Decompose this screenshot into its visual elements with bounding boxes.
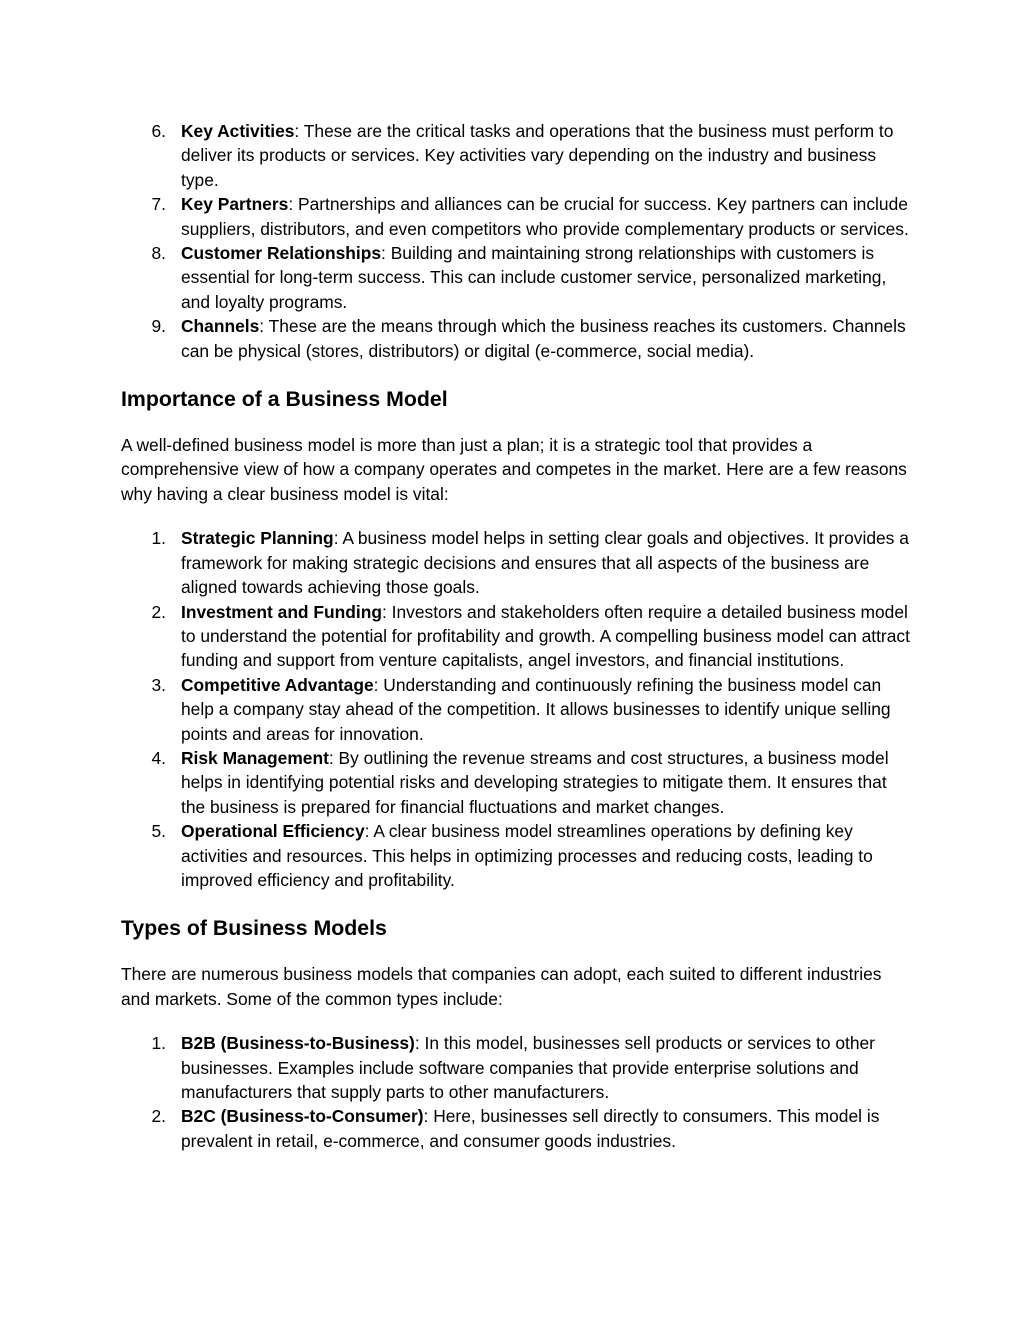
- list-item-text: : Understanding and continuously refining the business model can help a company stay ahead of the competition. It allows businesses to identify unique selling points and areas for innovation.: [181, 674, 891, 744]
- list-item-term: B2B (Business-to-Business): [181, 1033, 415, 1054]
- list-item: [121, 819, 911, 892]
- list-item-term: Strategic Planning: [181, 528, 334, 549]
- list-item-number: 1.: [151, 1033, 166, 1054]
- list-item-number: 4.: [151, 747, 166, 768]
- list-item-number: 8.: [151, 243, 166, 264]
- list-item: [121, 314, 911, 363]
- list-item-term: Investment and Funding: [181, 601, 382, 622]
- list-item-number: 9.: [151, 316, 166, 337]
- list-item-text: : Here, businesses sell directly to consumers. This model is prevalent in retail, e-commerce, and consumer goods industries.: [181, 1106, 880, 1151]
- list-item-term: Key Activities: [181, 121, 295, 141]
- list-item: [121, 1104, 911, 1153]
- list-item: [121, 526, 911, 599]
- list-item-text: : By outlining the revenue streams and cost structures, a business model helps in identifying potential risks and developing strategies to mitigate them. It ensures that the business is prepared for financial fluctuations and market changes.: [181, 747, 889, 817]
- list-item-text: : These are the means through which the business reaches its customers. Channels can be physical (stores, distributors) or digital (e-commerce, social media).: [181, 316, 906, 361]
- list-item-text: : A clear business model streamlines operations by defining key activities and resources. This helps in optimizing processes and reducing costs, leading to improved efficiency and profitability.: [181, 821, 873, 890]
- list-item-number: 3.: [151, 674, 166, 695]
- list-item: [121, 1031, 911, 1104]
- list-item-text: : In this model, businesses sell products or services to other businesses. Examples include software companies that provide enterprise solutions and manufacturers that supply parts to other manufacturers.: [181, 1033, 875, 1102]
- document-body: [121, 119, 911, 1153]
- business-model-types-list: [121, 1031, 911, 1153]
- list-item: [121, 746, 911, 819]
- list-item: [121, 600, 911, 673]
- section-intro-importance: A well-defined business model is more than just a plan; it is a strategic tool that provides a comprehensive view of how a company operates and competes in the market. Here are a few reasons why having a clear business model is vital:: [121, 435, 907, 504]
- list-item-term: Key Partners: [181, 194, 289, 215]
- list-item-text: : Building and maintaining strong relationships with customers is essential for long-term success. This can include customer service, personalized marketing, and loyalty programs.: [181, 243, 887, 312]
- list-item-number: 6.: [151, 121, 166, 141]
- list-item-number: 2.: [151, 601, 166, 622]
- list-item-term: Risk Management: [181, 747, 329, 768]
- list-item-term: Customer Relationships: [181, 243, 382, 264]
- list-item-number: 2.: [151, 1106, 166, 1127]
- list-item: [121, 192, 911, 241]
- section-heading-importance: Importance of a Business Model: [121, 387, 448, 412]
- importance-reasons-list: [121, 526, 911, 892]
- list-item-number: 5.: [151, 821, 166, 842]
- section-intro-types: There are numerous business models that companies can adopt, each suited to different industries and markets. Some of the common types include:: [121, 964, 882, 1009]
- list-item: [121, 119, 911, 192]
- list-item-term: Competitive Advantage: [181, 674, 374, 695]
- list-item-text: : Partnerships and alliances can be crucial for success. Key partners can include suppliers, distributors, and even competitors who provide complementary products or services.: [181, 194, 909, 239]
- list-item: [121, 673, 911, 746]
- list-item-number: 1.: [151, 528, 166, 549]
- list-item-text: : These are the critical tasks and operations that the business must perform to deliver its products or services. Key activities vary depending on the industry and business type.: [181, 121, 894, 190]
- section-heading-types: Types of Business Models: [121, 916, 387, 941]
- business-model-components-list: [121, 119, 911, 363]
- list-item: [121, 241, 911, 314]
- list-item-text: : A business model helps in setting clear goals and objectives. It provides a framework for making strategic decisions and ensures that all aspects of the business are aligned towards achieving those goals.: [181, 528, 909, 598]
- list-item-term: Operational Efficiency: [181, 821, 365, 842]
- list-item-text: : Investors and stakeholders often require a detailed business model to understand the potential for profitability and growth. A compelling business model can attract funding and support from venture capitalists, angel investors, and financial institutions.: [181, 601, 910, 671]
- list-item-number: 7.: [151, 194, 166, 215]
- list-item-term: B2C (Business-to-Consumer): [181, 1106, 424, 1127]
- list-item-term: Channels: [181, 316, 260, 337]
